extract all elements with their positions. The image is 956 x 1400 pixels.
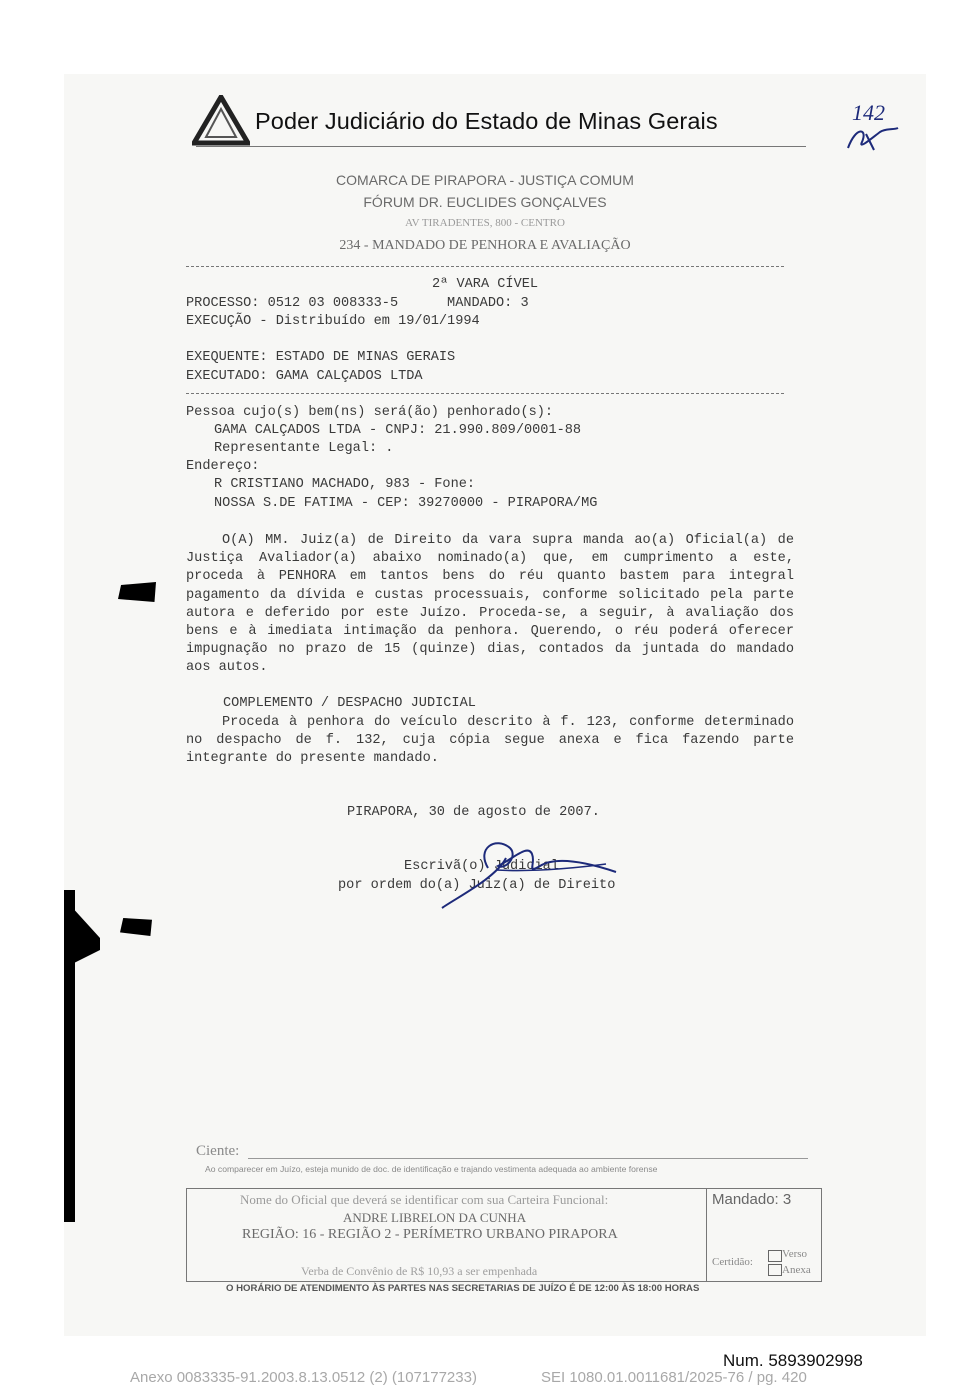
ciente-signature-line (248, 1158, 808, 1159)
certidao-label: Certidão: (712, 1256, 753, 1268)
vara-line: 2ª VARA CÍVEL (432, 277, 539, 292)
address-line-1: R CRISTIANO MACHADO, 983 - Fone: (214, 477, 476, 492)
place-date: PIRAPORA, 30 de agosto de 2007. (347, 805, 600, 820)
annex-reference: Anexo 0083335-91.2003.8.13.0512 (2) (107177233) (130, 1369, 477, 1386)
processo-line: PROCESSO: 0512 03 008333-5 MANDADO: 3 (186, 296, 529, 311)
officer-box-divider (706, 1188, 707, 1282)
region-line: REGIÃO: 16 - REGIÃO 2 - PERÍMETRO URBANO PIRAPORA (242, 1227, 618, 1242)
document-number: Num. 5893902998 (723, 1351, 863, 1370)
handwritten-initials-icon (842, 120, 902, 161)
fee-line: Verba de Convênio de R$ 10,93 a ser empenhada (301, 1264, 538, 1278)
complement-paragraph: Proceda à penhora do veículo descrito à f. 123, conforme determinado no despacho de f. 132, cuja cópia segue anexa e fica fazendo parte integrante do presente mandado. (186, 715, 794, 767)
dress-code-notice: Ao comparecer em Juízo, esteja munido de doc. de identificação e trajando vestimenta adequada ao ambiente forense (205, 1164, 658, 1174)
execucao-line: EXECUÇÃO - Distribuído em 19/01/1994 (186, 314, 480, 329)
officer-instruction: Nome do Oficial que deverá se identificar com sua Carteira Funcional: (240, 1192, 609, 1207)
header-rule (196, 146, 806, 147)
signer-title: Escrivã(o) Judicial (404, 859, 559, 874)
judiciary-logo-icon (192, 95, 250, 152)
representative-line: Representante Legal: . (214, 441, 394, 456)
company-line: GAMA CALÇADOS LTDA - CNPJ: 21.990.809/0001-88 (214, 423, 582, 438)
verso-label: Verso (782, 1248, 808, 1260)
handwritten-page-number: 142 (852, 100, 885, 125)
address-label: Endereço: (186, 459, 260, 474)
order-paragraph: O(A) MM. Juiz(a) de Direito da vara supra manda ao(a) Oficial(a) de Justiça Avaliador(a) abaixo nominado(a) que, em cumprimento a este, proceda à PENHORA em tantos bens do réu quanto bastem para integral pagamento da dívida e custas processuais, conforme solicitado pela parte autora e deferido por este Juízo. Proceda-se, a seguir, à avaliação dos bens e à imediata intimação da penhora. Querendo, o réu poderá oferecer impugnação no prazo de 15 (quinze) dias, contados da juntada do mandado aos autos. (186, 533, 794, 676)
address-line-2: NOSSA S.DE FATIMA - CEP: 39270000 - PIRAPORA/MG (214, 496, 598, 511)
mandado-number: Mandado: 3 (712, 1191, 792, 1208)
office-hours-notice: O HORÁRIO DE ATENDIMENTO ÀS PARTES NAS SECRETARIAS DE JUÍZO É DE 12:00 ÀS 18:00 HORAS (226, 1283, 700, 1294)
signature-icon (436, 828, 626, 915)
signer-authority: por ordem do(a) Juiz(a) de Direito (338, 878, 616, 893)
anexa-label: Anexa (782, 1264, 811, 1276)
officer-name: ANDRE LIBRELON DA CUNHA (343, 1210, 527, 1225)
ciente-label: Ciente: (196, 1143, 240, 1159)
forum-line: FÓRUM DR. EUCLIDES GONÇALVES (363, 194, 607, 210)
address-line: AV TIRADENTES, 800 - CENTRO (405, 217, 565, 229)
verso-checkbox[interactable] (768, 1250, 782, 1262)
institution-title: Poder Judiciário do Estado de Minas Gerais (255, 108, 718, 134)
person-heading: Pessoa cujo(s) bem(ns) será(ão) penhorado(s): (186, 405, 554, 420)
comarca-line: COMARCA DE PIRAPORA - JUSTIÇA COMUM (336, 172, 634, 188)
complement-heading: COMPLEMENTO / DESPACHO JUDICIAL (223, 696, 476, 711)
executado-line: EXECUTADO: GAMA CALÇADOS LTDA (186, 369, 423, 384)
scanned-page (64, 74, 926, 1336)
scan-artifact-margin-mark (118, 582, 156, 602)
sei-reference: SEI 1080.01.0011681/2025-76 / pg. 420 (541, 1369, 807, 1386)
dashed-separator (186, 266, 784, 267)
dashed-separator (186, 393, 784, 394)
document-type-line: 234 - MANDADO DE PENHORA E AVALIAÇÃO (339, 238, 631, 253)
exequente-line: EXEQUENTE: ESTADO DE MINAS GERAIS (186, 350, 456, 365)
anexa-checkbox[interactable] (768, 1264, 782, 1276)
